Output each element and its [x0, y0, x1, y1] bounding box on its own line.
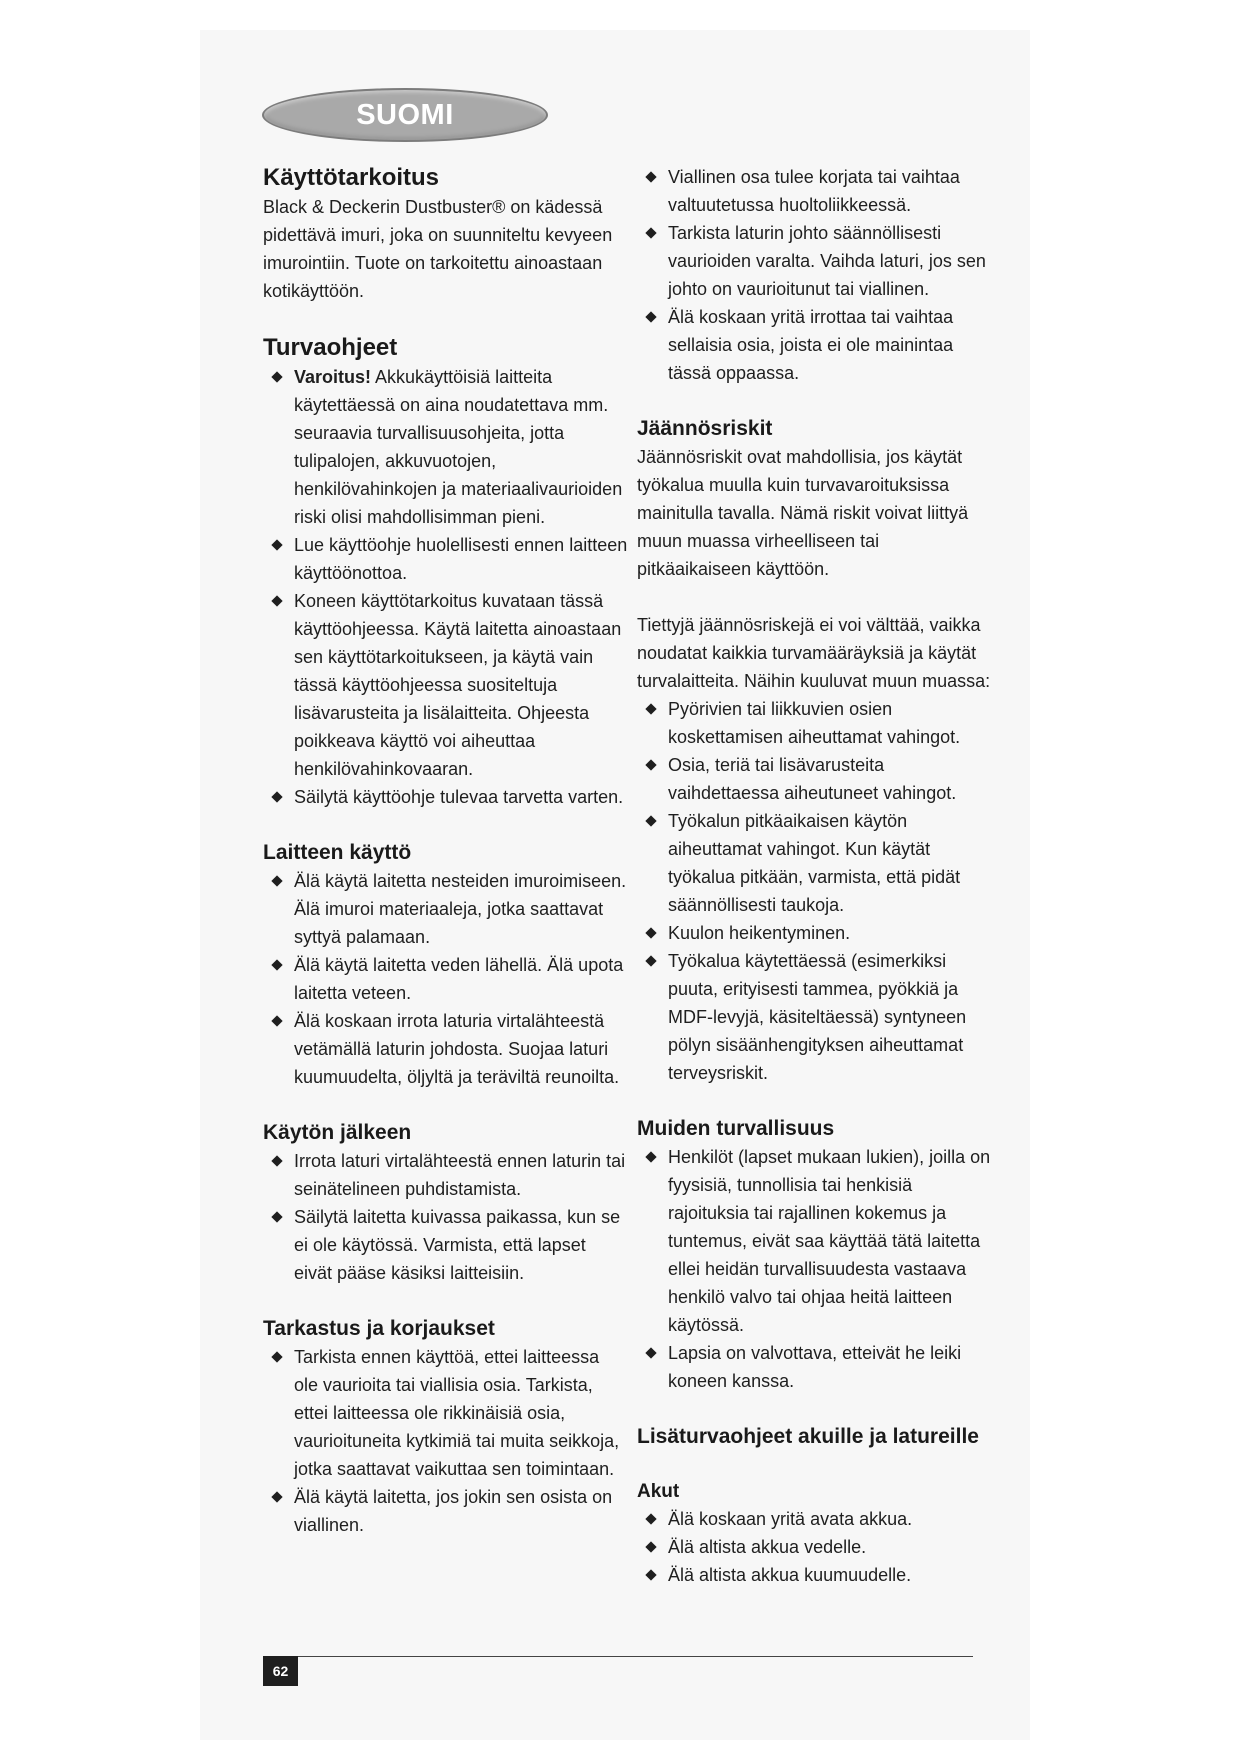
list-item-text: Koneen käyttötarkoitus kuvataan tässä käyttöohjeessa. Käytä laitetta ainoastaan sen käyttötarkoitukseen, ja käytä vain tässä käyttöohjeessa suositeltuja lisävarusteita ja lisälaitteita. Ohjeesta poikkeava käyttö voi aiheuttaa henkilövahinkovaaran. — [294, 591, 622, 779]
diamond-bullet-icon — [645, 1513, 656, 1524]
list-item-text: Älä koskaan yritä avata akkua. — [668, 1509, 913, 1529]
residual-risks-list — [637, 695, 997, 1087]
list-item — [637, 303, 997, 387]
diamond-bullet-icon — [645, 171, 656, 182]
diamond-bullet-icon — [271, 1155, 282, 1166]
diamond-bullet-icon — [645, 759, 656, 770]
list-item — [637, 919, 997, 947]
list-item-text: Älä altista akkua vedelle. — [668, 1537, 867, 1557]
after-use-heading: Käytön jälkeen — [263, 1121, 412, 1144]
list-item — [263, 531, 628, 587]
safety-heading: Turvaohjeet — [263, 334, 398, 361]
residual-risks-heading: Jäännösriskit — [637, 417, 773, 440]
diamond-bullet-icon — [645, 927, 656, 938]
diamond-bullet-icon — [645, 227, 656, 238]
list-item-text: Lue käyttöohje huolellisesti ennen laitteen käyttöönottoa. — [294, 535, 628, 583]
diamond-bullet-icon — [271, 791, 282, 802]
list-item-text: Työkalun pitkäaikaisen käytön aiheuttamat vahingot. Kun käytät työkalua pitkään, varmista, että pidät säännöllisesti taukoja. — [668, 811, 961, 915]
list-item — [637, 1505, 997, 1533]
list-item-text: Älä koskaan yritä irrottaa tai vaihtaa sellaisia osia, joista ei ole mainintaa tässä oppaassa. — [668, 307, 954, 383]
list-item — [637, 947, 997, 1087]
diamond-bullet-icon — [645, 1151, 656, 1162]
diamond-bullet-icon — [645, 703, 656, 714]
list-item — [263, 867, 628, 951]
after-use-list — [263, 1147, 628, 1287]
list-item-text: Viallinen osa tulee korjata tai vaihtaa valtuutetussa huoltoliikkeessä. — [668, 167, 960, 215]
safety-list — [263, 363, 628, 811]
diamond-bullet-icon — [271, 1351, 282, 1362]
diamond-bullet-icon — [271, 371, 282, 382]
list-item — [637, 1533, 997, 1561]
inspection-list — [263, 1343, 628, 1539]
diamond-bullet-icon — [645, 1569, 656, 1580]
list-item-text: Älä koskaan irrota laturia virtalähteestä vetämällä laturin johdosta. Suojaa laturi kuumuudelta, öljyltä ja teräviltä reunoilta. — [294, 1011, 620, 1087]
diamond-bullet-icon — [645, 311, 656, 322]
list-item-text: Henkilöt (lapset mukaan lukien), joilla on fyysisiä, tunnollisia tai henkisiä rajoituksia tai rajallinen kokemus ja tuntemus, eivät saa käyttää tätä laitetta ellei heidän turvallisuudesta vastaava henkilö valvo tai ohjaa heitä laitteen käytössä. — [668, 1147, 991, 1335]
list-item-text: Säilytä laitetta kuivassa paikassa, kun se ei ole käytössä. Varmista, että lapset eivät pääse käsiksi laitteisiin. — [294, 1207, 621, 1283]
residual-risks-paragraph-2: Tiettyjä jäännösriskejä ei voi välttää, vaikka noudatat kaikkia turvamääräyksiä ja käytät turvalaitteita. Näihin kuuluvat muun muassa: — [637, 615, 991, 691]
page-number: 62 — [263, 1656, 298, 1686]
diamond-bullet-icon — [645, 1347, 656, 1358]
diamond-bullet-icon — [271, 539, 282, 550]
list-item-text: Työkalua käytettäessä (esimerkiksi puuta, erityisesti tammea, pyökkiä ja MDF-levyjä, käsiteltäessä) syntyneen pölyn sisäänhengityksen aiheuttamat terveysriskit. — [668, 951, 967, 1083]
list-item — [263, 951, 628, 1007]
right-column — [637, 163, 997, 1589]
list-item — [263, 1007, 628, 1091]
list-item-text: Kuulon heikentyminen. — [668, 923, 851, 943]
list-item — [263, 587, 628, 783]
footer-rule — [263, 1656, 973, 1657]
inspection-heading: Tarkastus ja korjaukset — [263, 1317, 495, 1340]
list-item — [637, 163, 997, 219]
list-item — [637, 1561, 997, 1589]
batteries-subheading: Akut — [637, 1481, 680, 1502]
list-item — [637, 695, 997, 751]
list-item-text: Älä käytä laitetta nesteiden imuroimiseen. Älä imuroi materiaaleja, jotka saattavat syttyä palamaan. — [294, 871, 627, 947]
diamond-bullet-icon — [645, 955, 656, 966]
use-heading: Laitteen käyttö — [263, 841, 412, 864]
list-item — [637, 751, 997, 807]
list-item-text: Älä käytä laitetta, jos jokin sen osista on viallinen. — [294, 1487, 613, 1535]
diamond-bullet-icon — [271, 875, 282, 886]
others-safety-list — [637, 1143, 997, 1395]
left-column — [263, 163, 628, 1539]
warning-label: Varoitus! — [294, 367, 372, 387]
diamond-bullet-icon — [271, 1211, 282, 1222]
list-item — [637, 1339, 997, 1395]
battery-safety-heading: Lisäturvaohjeet akuille ja latureille — [637, 1425, 979, 1448]
list-item — [263, 1343, 628, 1483]
diamond-bullet-icon — [271, 1015, 282, 1026]
diamond-bullet-icon — [645, 815, 656, 826]
use-list — [263, 867, 628, 1091]
language-label: SUOMI — [356, 98, 454, 131]
list-item-text: Irrota laturi virtalähteestä ennen laturin tai seinätelineen puhdistamista. — [294, 1151, 626, 1199]
list-item — [263, 1203, 628, 1287]
list-item — [637, 219, 997, 303]
list-item-text: Tarkista laturin johto säännöllisesti vaurioiden varalta. Vaihda laturi, jos sen johto on vaurioitunut tai viallinen. — [668, 223, 986, 299]
diamond-bullet-icon — [645, 1541, 656, 1552]
list-item-text: Pyörivien tai liikkuvien osien koskettamisen aiheuttamat vahingot. — [668, 699, 961, 747]
list-item — [637, 807, 997, 919]
diamond-bullet-icon — [271, 959, 282, 970]
warning-text: Akkukäyttöisiä laitteita käytettäessä on aina noudatettava mm. seuraavia turvallisuusohjeita, jotta tulipalojen, akkuvuotojen, henkilövahinkojen ja materiaalivaurioiden riski olisi mahdollisimman pieni. — [294, 367, 623, 527]
list-item-text: Osia, teriä tai lisävarusteita vaihdettaessa aiheutuneet vahingot. — [668, 755, 957, 803]
list-item — [263, 363, 628, 531]
list-item-text: Älä altista akkua kuumuudelle. — [668, 1565, 912, 1585]
diamond-bullet-icon — [271, 1491, 282, 1502]
list-item — [263, 1483, 628, 1539]
inspection-continued-list — [637, 163, 997, 387]
list-item-text: Älä käytä laitetta veden lähellä. Älä upota laitetta veteen. — [294, 955, 624, 1003]
intended-use-heading: Käyttötarkoitus — [263, 164, 440, 191]
intended-use-text: Black & Deckerin Dustbuster® on kädessä pidettävä imuri, joka on suunniteltu kevyeen imurointiin. Tuote on tarkoitettu ainoastaan kotikäyttöön. — [263, 197, 613, 301]
list-item — [637, 1143, 997, 1339]
residual-risks-paragraph-1: Jäännösriskit ovat mahdollisia, jos käytät työkalua muulla kuin turvavaroituksissa mainitulla tavalla. Nämä riskit voivat liittyä muun muassa virheelliseen tai pitkäaikaiseen käyttöön. — [637, 447, 969, 579]
others-safety-heading: Muiden turvallisuus — [637, 1117, 835, 1140]
list-item-text: Säilytä käyttöohje tulevaa tarvetta varten. — [294, 787, 624, 807]
batteries-list — [637, 1505, 997, 1589]
list-item-text: Lapsia on valvottava, etteivät he leiki koneen kanssa. — [668, 1343, 962, 1391]
list-item — [263, 783, 628, 811]
list-item — [263, 1147, 628, 1203]
diamond-bullet-icon — [271, 595, 282, 606]
language-badge — [262, 88, 548, 142]
list-item-text: Tarkista ennen käyttöä, ettei laitteessa ole vaurioita tai viallisia osia. Tarkista, ettei laitteessa ole rikkinäisiä osia, vaurioituneita kytkimiä tai muita seikkoja, jotka saattavat vaikuttaa sen toimintaan. — [294, 1347, 620, 1479]
